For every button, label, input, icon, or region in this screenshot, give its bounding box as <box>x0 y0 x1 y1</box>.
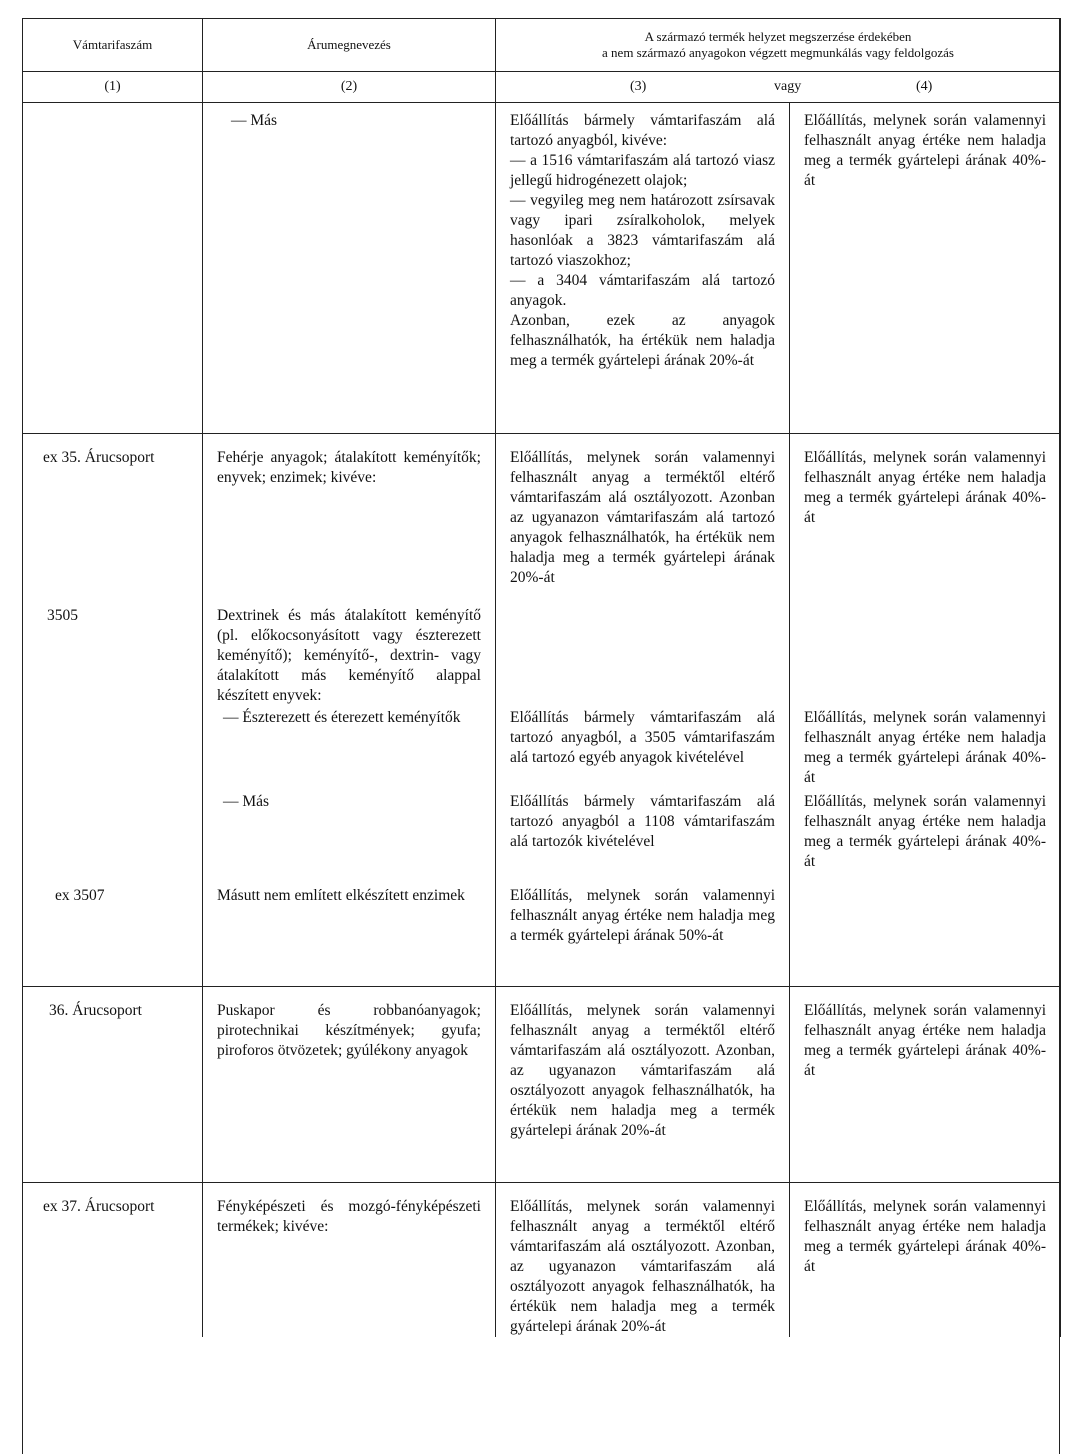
code-cell: ex 3507 <box>23 872 203 986</box>
table-row <box>23 872 1061 986</box>
table-row <box>23 434 1061 589</box>
header-num-1: (1) <box>23 72 203 103</box>
description-text: — Más <box>223 793 270 810</box>
alt-rule-cell: Előállítás, melynek során valamennyi felhasznált anyag értéke nem haladja meg a termék gyártelepi árának 40%-át <box>790 986 1061 1182</box>
alt-rule-cell <box>790 872 1061 986</box>
rule-part: — vegyileg meg nem határozott zsírsavak vagy ipari zsíralkoholok, melyek hasonlóak a 3823 vámtarifaszám alá tartozó viaszokhoz; <box>510 192 775 269</box>
header-num-34 <box>496 72 1061 103</box>
header-num-3: (3) <box>630 79 647 94</box>
description-text: — Más <box>231 112 278 129</box>
alt-rule-cell: Előállítás, melynek során valamennyi felhasznált anyag értéke nem haladja meg a termék gyártelepi árának 40%-át <box>790 706 1061 788</box>
rules-table <box>22 18 1061 1337</box>
code-cell: 3505 <box>23 588 203 706</box>
code-cell <box>23 788 203 872</box>
header-description: Árumegnevezés <box>203 19 496 72</box>
header-vagy: vagy <box>774 79 802 94</box>
alt-rule-cell <box>790 588 1061 706</box>
code-cell: ex 35. Árucsoport <box>23 434 203 589</box>
rule-part: — a 3404 vámtarifaszám alá tartozó anyagok. <box>510 272 775 309</box>
rule-cell: Előállítás bármely vámtarifaszám alá tartozó anyagból, a 3505 vámtarifaszám alá tartozó egyéb anyagok kivételével <box>496 706 790 788</box>
header-processing-line2: a nem származó anyagokon végzett megmunkálás vagy feldolgozás <box>602 45 954 60</box>
header-processing-line1: A származó termék helyzet megszerzése érdekében <box>644 29 912 44</box>
code-cell: ex 37. Árucsoport <box>23 1182 203 1337</box>
description-cell <box>203 706 496 788</box>
alt-rule-cell: Előállítás, melynek során valamennyi felhasznált anyag értéke nem haladja meg a termék gyártelepi árának 40%-át <box>790 1182 1061 1337</box>
rule-cell <box>496 588 790 706</box>
rule-part: Előállítás bármely vámtarifaszám alá tartozó anyagból, kivéve: <box>510 112 775 149</box>
header-code: Vámtarifaszám <box>23 19 203 72</box>
rule-part: — a 1516 vámtarifaszám alá tartozó viasz jellegű hidrogénezett olajok; <box>510 152 775 189</box>
header-processing <box>496 19 1061 72</box>
description-cell: Fényképészeti és mozgó-fényképészeti termékek; kivéve: <box>203 1182 496 1337</box>
rule-cell: Előállítás bármely vámtarifaszám alá tartozó anyagból a 1108 vámtarifaszám alá tartozók kivételével <box>496 788 790 872</box>
rule-cell: Előállítás, melynek során valamennyi felhasznált anyag értéke nem haladja meg a termék gyártelepi árának 50%-át <box>496 872 790 986</box>
alt-rule-cell: Előállítás, melynek során valamennyi felhasznált anyag értéke nem haladja meg a termék gyártelepi árának 40%-át <box>790 788 1061 872</box>
description-cell: Dextrinek és más átalakított keményítő (pl. előkocsonyásított vagy észterezett keményítő); keményítő-, dextrin- vagy átalakított más keményítő alappal készített enyvek: <box>203 588 496 706</box>
rule-cell <box>496 103 790 434</box>
table-row <box>23 986 1061 1182</box>
table-row <box>23 588 1061 706</box>
alt-rule-cell: Előállítás, melynek során valamennyi felhasznált anyag értéke nem haladja meg a termék gyártelepi árának 40%-át <box>790 103 1061 434</box>
rule-cell: Előállítás, melynek során valamennyi felhasznált anyag a terméktől eltérő vámtarifaszám alá osztályozott. Azonban, az ugyanazon vámtarifaszám alá osztályozott anyagok felhasználhatók, ha értékük nem haladja meg a termék gyártelepi árának 20%-át <box>496 1182 790 1337</box>
table-row <box>23 788 1061 872</box>
rule-part: Azonban, ezek az anyagok felhasználhatók, ha értékük nem haladja meg a termék gyártelepi árának 20%-át <box>510 312 775 369</box>
document-page <box>22 18 1060 1454</box>
table-row <box>23 706 1061 788</box>
alt-rule-cell: Előállítás, melynek során valamennyi felhasznált anyag értéke nem haladja meg a termék gyártelepi árának 40%-át <box>790 434 1061 589</box>
table-row <box>23 103 1061 434</box>
description-text: — Észterezett és éterezett keményítők <box>223 709 461 726</box>
description-cell <box>203 788 496 872</box>
description-cell: Fehérje anyagok; átalakított keményítők; enyvek; enzimek; kivéve: <box>203 434 496 589</box>
header-num-4: (4) <box>916 79 933 94</box>
code-cell <box>23 706 203 788</box>
code-cell: 36. Árucsoport <box>23 986 203 1182</box>
table-row <box>23 1182 1061 1337</box>
rule-cell: Előállítás, melynek során valamennyi felhasznált anyag a terméktől eltérő vámtarifaszám alá osztályozott. Azonban az ugyanazon vámtarifaszám alá tartozó anyagok felhasználhatók, ha értékük nem haladja meg a termék gyártelepi árának 20%-át <box>496 434 790 589</box>
rule-cell: Előállítás, melynek során valamennyi felhasznált anyag a terméktől eltérő vámtarifaszám alá osztályozott. Azonban, az ugyanazon vámtarifaszám alá osztályozott anyagok felhasználhatók, ha értékük nem haladja meg a termék gyártelepi árának 20%-át <box>496 986 790 1182</box>
code-cell <box>23 103 203 434</box>
description-cell: Másutt nem említett elkészített enzimek <box>203 872 496 986</box>
description-cell: Puskapor és robbanóanyagok; pirotechnikai készítmények; gyufa; piroforos ötvözetek; gyúlékony anyagok <box>203 986 496 1182</box>
header-num-2: (2) <box>203 72 496 103</box>
description-cell <box>203 103 496 434</box>
